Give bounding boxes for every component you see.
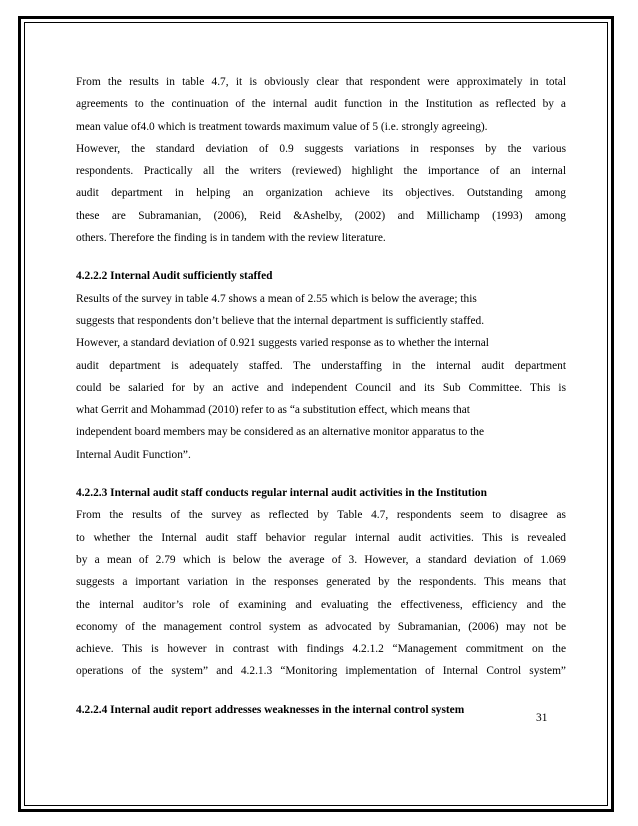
text-line: suggests that respondents don’t believe that the internal department is sufficiently staffed. — [76, 314, 485, 327]
text-line: what Gerrit and Mohammad (2010) refer to as “a substitution effect, which means that — [76, 404, 470, 417]
page-content — [76, 71, 566, 721]
text-line: mean value of4.0 which is treatment towards maximum value of 5 (i.e. strongly agreeing). — [76, 120, 488, 133]
text-line: the internal auditor’s role of examining and evaluating the effectiveness, efficiency and the — [76, 598, 566, 611]
text-line: could be salaried for by an active and independent Council and its Sub Committee. This is — [76, 381, 566, 394]
paragraph-results-table-4-7 — [76, 71, 566, 249]
text-line: suggests a important variation in the responses generated by the respondents. This means that — [76, 576, 566, 589]
text-line: others. Therefore the finding is in tandem with the review literature. — [76, 232, 386, 245]
text-line: to whether the Internal audit staff behavior regular internal audit activities. This is revealed — [76, 531, 566, 544]
text-line: operations of the system” and 4.2.1.3 “Monitoring implementation of Internal Control system” — [76, 665, 566, 678]
section-4-2-2-3 — [76, 482, 566, 683]
text-line: From the results of the survey as reflected by Table 4.7, respondents seem to disagree as — [76, 509, 566, 522]
text-line: by a mean of 2.79 which is below the average of 3. However, a standard deviation of 1.069 — [76, 553, 566, 566]
text-line: audit department in helping an organization achieve its objectives. Outstanding among — [76, 187, 566, 200]
page-number: 31 — [536, 712, 548, 724]
section-4-2-2-2 — [76, 265, 566, 466]
text-line: these are Subramanian, (2006), Reid &Ashelby, (2002) and Millichamp (1993) among — [76, 209, 566, 222]
text-line: From the results in table 4.7, it is obviously clear that respondent were approximately in total — [76, 76, 566, 88]
text-line: independent board members may be considered as an alternative monitor apparatus to the — [76, 426, 485, 439]
text-line: Results of the survey in table 4.7 shows a mean of 2.55 which is below the average; this — [76, 292, 477, 305]
section-heading: 4.2.2.3 Internal audit staff conducts regular internal audit activities in the Institution — [76, 487, 487, 500]
section-4-2-2-4 — [76, 699, 566, 721]
text-line: economy of the management control system as advocated by Subramanian, (2006) may not be — [76, 620, 566, 633]
section-heading: 4.2.2.2 Internal Audit sufficiently staffed — [76, 270, 273, 283]
text-line: agreements to the continuation of the internal audit function in the Institution as reflected by a — [76, 98, 566, 111]
text-line: audit department is adequately staffed. The understaffing in the internal audit department — [76, 359, 566, 372]
text-line: However, the standard deviation of 0.9 suggests variations in responses by the various — [76, 142, 566, 155]
text-line: Internal Audit Function”. — [76, 448, 191, 461]
text-line: However, a standard deviation of 0.921 suggests varied response as to whether the internal — [76, 337, 489, 350]
section-heading: 4.2.2.4 Internal audit report addresses weaknesses in the internal control system — [76, 703, 465, 716]
text-line: respondents. Practically all the writers (reviewed) highlight the importance of an internal — [76, 165, 566, 178]
text-line: achieve. This is however in contrast with findings 4.2.1.2 “Management commitment on the — [76, 643, 566, 656]
